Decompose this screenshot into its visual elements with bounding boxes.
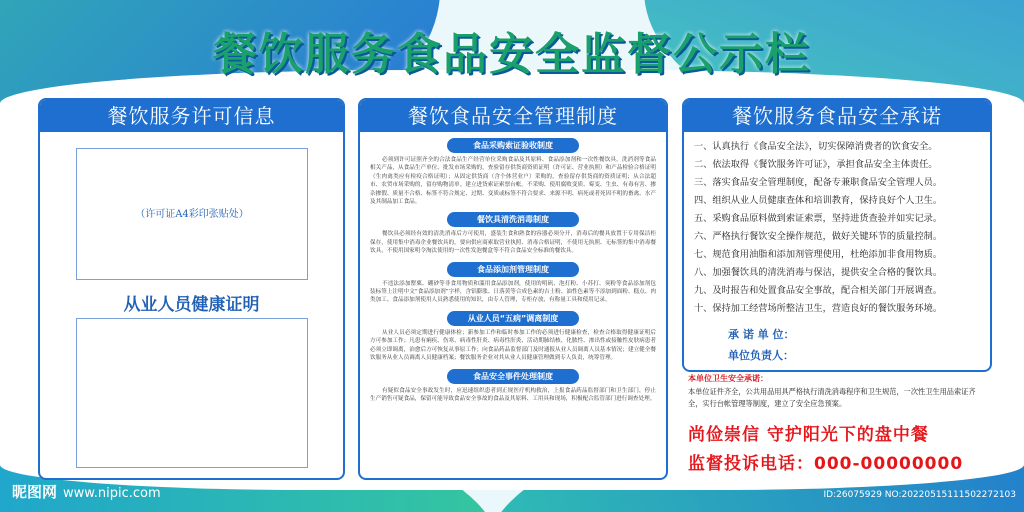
section-body: 有疑似食品安全事故发生时，应迅速组织患者到正规医疗机构救治，上报食品药品监督部门和卫生部门，停止生产销售可疑食品，保留可能导致食品安全事故的食品及其原料、工用具和现场，积极配合监管部门进行调查处理。 <box>370 387 656 402</box>
promise-item: 五、采购食品原料做到索证索票，坚持进货查验并如实记录。 <box>694 213 943 224</box>
management-panel-header: 餐饮食品安全管理制度 <box>360 100 666 132</box>
responsibility-body: 本单位证件齐全，公共用品用具严格执行清洗消毒程序和卫生规范，一次性卫生用品索证齐全，实行台帐管理等制度，建立了安全应急预案。 <box>688 387 976 408</box>
promise-item: 七、规范食用油脂和添加剂管理使用，杜绝添加非食用物质。 <box>694 249 943 260</box>
promise-person-label: 单位负责人： <box>728 349 794 362</box>
promise-item: 九、及时报告和处置食品安全事故，配合相关部门开展调查。 <box>694 285 943 296</box>
promise-item: 八、加强餐饮具的清洗消毒与保洁，提供安全合格的餐饮具。 <box>694 267 943 278</box>
promise-item: 十、保持加工经营场所整洁卫生，营造良好的餐饮服务环境。 <box>694 303 943 314</box>
management-panel <box>358 98 668 480</box>
promise-unit-label: 承 诺 单 位： <box>728 328 795 341</box>
section-title: 食品添加剂管理制度 <box>447 262 579 277</box>
section-body: 餐饮具必须经有效的清洗消毒后方可使用，盛装生食和熟食的容器必须分开，消毒后的餐具放置于专用保洁柜保存，使用集中消毒企业餐饮具的，要向供应商索取营业执照、消毒合格证明，不使用无执照、无标签的集中消毒餐饮具，不使用国家明令淘汰使用的一次性发泡餐盒等不符合食品安全标准的餐饮具。 <box>370 231 656 255</box>
license-panel-header: 餐饮服务许可信息 <box>40 100 343 132</box>
watermark-left <box>12 481 161 502</box>
watermark-brand: 昵图网 <box>12 483 58 501</box>
management-sections <box>360 138 666 403</box>
hotline-label: 监督投诉电话： <box>688 454 814 474</box>
section-title: 食品安全事件处理制度 <box>447 369 579 384</box>
health-certificate-box <box>76 318 308 468</box>
hotline-number: 000-00000000 <box>814 454 964 474</box>
watermark-id: ID:26075929 NO:20220515111502272103 <box>823 490 1016 500</box>
promise-list <box>694 138 990 318</box>
section-body: 必须到许可证照齐全的合法食品生产经营单位采购食品及其原料、食品添加剂和一次性餐饮具，洗消剂等食品相关产品，从食品生产单位、批发市场采购的，查验留存供货商资质证明（许可证、营业执照）和产品检验合格证明（生肉禽类应有检疫合格证明）；从固定供货商（含个体营业户）采购的，查验留存供货商的资质证明；从合法超市、农贸市场采购的，留存购物清单。建立进货索证索票台帐。不采购、使用腐败变质、霉变、生虫、有毒有害、掺杂掺假、质量不合格、标签不符合规定、过期、变质或标签不符合要求、来源不明、病死或者死因不明的畜禽、水产及其制品加工食品。 <box>370 157 656 206</box>
section-title: 从业人员“五病”调离制度 <box>447 311 579 326</box>
promise-panel-header: 餐饮服务食品安全承诺 <box>684 100 990 132</box>
license-panel <box>38 98 345 480</box>
promise-item: 三、落实食品安全管理制度，配备专兼职食品安全管理人员。 <box>694 177 943 188</box>
board-title: 餐饮服务食品安全监督公示栏 <box>213 29 811 80</box>
license-placeholder-box <box>76 148 308 280</box>
section-body: 从业人员必须定期进行健康体检；新参加工作和临时参加工作的必须进行健康检查，检查合格取得健康证明后方可参加工作；凡患有痢疾、伤寒、病毒性肝炎、病毒性肝炎、活动期肺结核、化脓性、渗出性或接触性皮肤病患者必须立即调离，治愈后方可恢复从事原工作；向食品药品监督部门及时通报从业人员调离人员基本情况；建立健全餐饮服务从业人员调离人员健康档案；餐饮服务企业对其从业人员健康管理做到专人负责，统筹管理。 <box>370 329 656 362</box>
complaint-hotline <box>688 449 963 474</box>
license-placeholder-text: （许可证A4彩印张贴处） <box>135 209 249 220</box>
promise-panel <box>682 98 992 372</box>
section-title: 餐饮具清洗消毒制度 <box>447 212 579 227</box>
section-title: 食品采购索证验收制度 <box>447 138 579 153</box>
promise-item: 二、依法取得《餐饮服务许可证》，承担食品安全主体责任。 <box>694 159 938 170</box>
responsibility-title: 本单位卫生安全承诺： <box>688 374 768 383</box>
promise-item: 六、严格执行餐饮安全操作规范，做好关键环节的质量控制。 <box>694 231 943 242</box>
promise-item: 一、认真执行《食品安全法》，切实保障消费者的饮食安全。 <box>694 141 938 152</box>
health-certificate-title: 从业人员健康证明 <box>123 295 260 315</box>
promise-item: 四、组织从业人员健康查体和培训教育，保持良好个人卫生。 <box>694 195 943 206</box>
section-body: 不违法添加罂粟、硼砂等非食用物质和滥用食品添加剂，使用的明矾、泡打粉、小苏打、臭粉等食品添加剂包装标签上注明中文“食品添加剂”字样，含铝膨胀、日落黄等合成色素的吉士粉、油性色素等不添加到面粉、糕点、肉类加工。食品添加剂使用人员熟悉使用的知识，由专人管理，专柜存放，有称量工具和使用记录。 <box>370 280 656 304</box>
slogan: 尚俭崇信 守护阳光下的盘中餐 <box>688 425 929 445</box>
watermark-url: www.nipic.com <box>63 486 161 501</box>
